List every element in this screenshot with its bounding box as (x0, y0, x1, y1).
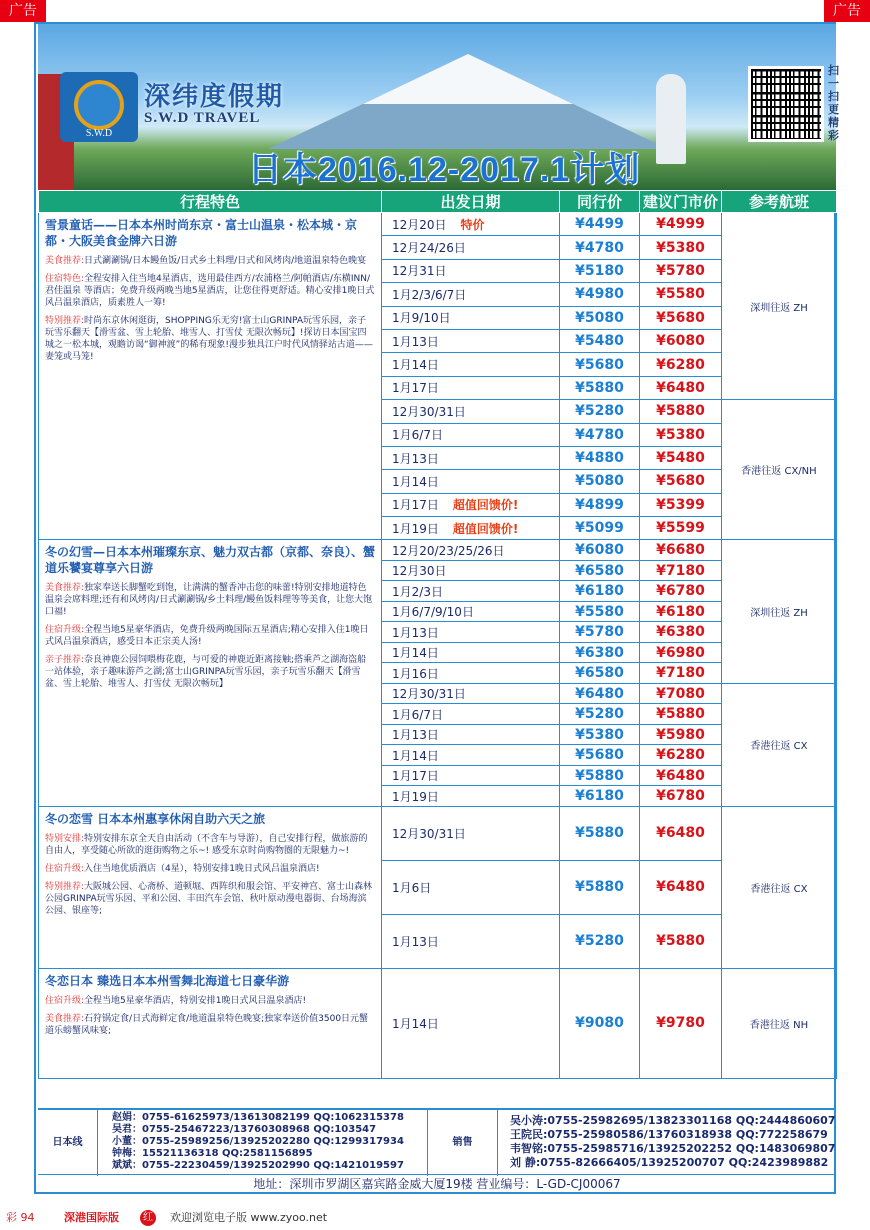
tour-description (39, 968, 382, 1078)
date-text: 1月9/10日 (392, 311, 451, 326)
retail-price: ¥5880 (640, 704, 722, 725)
retail-price: ¥6980 (640, 642, 722, 663)
contact-entry: 吴君：0755-25467223/13760308968 QQ:103547 (112, 1124, 377, 1135)
site-link[interactable]: 欢迎浏览电子版 www.zyoo.net (170, 1211, 328, 1224)
tour-note-text: 独家奉送长脚蟹吃到饱，让满满的蟹香冲击您的味蕾!特别安排地道特色温泉会席料理;还有和风烤肉/日式涮涮锅/乡土料理/鳗鱼饭料理等等美食，让您大饱口福! (45, 583, 373, 618)
globe-icon (74, 80, 124, 130)
qr-code-icon[interactable] (748, 66, 824, 142)
column-header: 参考航班 (722, 191, 837, 213)
departure-date (382, 968, 560, 1078)
date-text: 1月6/7日 (392, 428, 443, 443)
date-text: 1月13日 (392, 625, 439, 640)
peer-price: ¥5880 (560, 860, 640, 914)
table-row (39, 213, 837, 236)
sales-entry: 韦智铭:0755-25985716/13925202252 QQ:1483069807 (510, 1142, 836, 1155)
peer-price: ¥5680 (560, 745, 640, 766)
table-row (39, 540, 837, 561)
peer-price: ¥5880 (560, 806, 640, 860)
peer-price: ¥5680 (560, 353, 640, 376)
qr-caption: 扫一扫更精彩 (828, 64, 839, 142)
date-text: 1月13日 (392, 934, 439, 949)
tour-note-text: 日式涮涮锅/日本鳗鱼饭/日式乡土料理/日式和风烤肉/地道温泉特色晚宴 (84, 256, 367, 266)
edition-mark-icon: 红 (140, 1210, 156, 1226)
column-header: 出发日期 (382, 191, 560, 213)
tour-note (45, 881, 375, 917)
departure-date (382, 540, 560, 561)
tour-note-text: 大阪城公园、心斋桥、道顿堀、西阵织和服会馆、平安神宫、富士山森林公园GRINPA玩雪乐园、平和公园、丰田汽车会馆、秋叶原动漫电器街、台场海滨公园、银座等; (45, 881, 373, 916)
logo-abbr: S.W.D (85, 128, 113, 139)
tour-note-label: 特别安排: (45, 833, 85, 844)
column-header: 行程特色 (39, 191, 382, 213)
tour-note-label: 美食推荐: (45, 256, 85, 266)
tour-note-text: 时尚东京休闲逛街，SHOPPING乐无穷!富士山GRINPA玩雪乐园，亲子玩雪乐翻天【滑雪盆、雪上轮胎、堆雪人、打雪仗 无限次畅玩】!探访日本国宝四城之一松本城，观瞻访谒“御神渡”的稀有现象!漫步独具江户时代风情驿站古道——妻笼或马笼! (45, 316, 373, 362)
departure-date (382, 306, 560, 329)
departure-date (382, 914, 560, 968)
table-row (39, 806, 837, 860)
retail-price: ¥7180 (640, 663, 722, 684)
departure-date (382, 376, 560, 399)
tour-description (39, 540, 382, 807)
retail-price: ¥5880 (640, 914, 722, 968)
tower-image (656, 74, 686, 164)
tour-note-label: 住宿升级: (45, 863, 85, 874)
departure-date (382, 423, 560, 446)
peer-price: ¥5880 (560, 376, 640, 399)
flight-info: 香港往返 CX/NH (722, 400, 837, 540)
date-text: 1月14日 (392, 1016, 439, 1031)
peer-price: ¥5080 (560, 306, 640, 329)
peer-price: ¥6480 (560, 683, 640, 704)
peer-price: ¥4880 (560, 446, 640, 469)
date-text: 1月14日 (392, 748, 439, 763)
peer-price: ¥5580 (560, 601, 640, 622)
page-number: 彩 94 (6, 1211, 35, 1224)
departure-date (382, 213, 560, 236)
page-title: 日本2016.12-2017.1计划 (248, 151, 641, 189)
retail-price: ¥7180 (640, 560, 722, 581)
date-text: 1月2/3日 (392, 584, 443, 599)
tour-note-label: 美食推荐: (45, 583, 85, 594)
tour-note (45, 654, 375, 690)
flight-info: 香港往返 NH (722, 968, 837, 1078)
tour-note (45, 582, 375, 618)
departure-date (382, 622, 560, 643)
tour-note-text: 入住当地优质酒店（4星），特别安排1晚日式风吕温泉酒店! (84, 863, 320, 874)
retail-price: ¥6480 (640, 860, 722, 914)
date-text: 1月19日 (392, 521, 439, 536)
peer-price: ¥5099 (560, 517, 640, 540)
date-text: 1月13日 (392, 728, 439, 743)
retail-price: ¥5880 (640, 400, 722, 423)
sales-label: 销售 (428, 1110, 498, 1176)
retail-price: ¥5480 (640, 446, 722, 469)
tour-note-text: 全程当地5星豪华酒店，免费升级两晚国际五星酒店;精心安排入住1晚日式风吕温泉酒店，感受日本正宗美人汤! (45, 625, 369, 648)
peer-price: ¥5880 (560, 765, 640, 786)
peer-price: ¥5280 (560, 400, 640, 423)
peer-price: ¥6180 (560, 786, 640, 807)
table-header-row (39, 191, 837, 213)
contact-entry: 斌斌：0755-22230459/13925202990 QQ:1421019597 (112, 1160, 404, 1171)
peer-price: ¥5780 (560, 622, 640, 643)
departure-date (382, 581, 560, 602)
tour-note-text: 全程当地5星豪华酒店，特别安排1晚日式风吕温泉酒店! (84, 995, 307, 1006)
tour-note-label: 住宿升级: (45, 625, 85, 636)
retail-price: ¥5780 (640, 259, 722, 282)
date-text: 12月30/31日 (392, 404, 466, 419)
contact-entry: 小董：0755-25989256/13925202280 QQ:1299317934 (112, 1136, 404, 1147)
tour-note-text: 石狩锅定食/日式海鲜定食/地道温泉特色晚宴;独家奉送价值3500日元蟹道乐螃蟹风味宴; (45, 1013, 369, 1036)
peer-price: ¥4780 (560, 236, 640, 259)
page-footer (0, 1206, 870, 1230)
date-text: 1月14日 (392, 474, 439, 489)
peer-price: ¥5280 (560, 704, 640, 725)
tour-description (39, 213, 382, 540)
departure-date (382, 560, 560, 581)
column-header: 同行价 (560, 191, 640, 213)
departure-date (382, 745, 560, 766)
sales-entry: 吴小涛:0755-25982695/13823301168 QQ:2444860607 (510, 1114, 836, 1127)
departure-date (382, 642, 560, 663)
peer-price: ¥6580 (560, 663, 640, 684)
brand-name-cn: 深纬度假期 (144, 82, 285, 112)
retail-price: ¥6480 (640, 806, 722, 860)
peer-price: ¥9080 (560, 968, 640, 1078)
tour-note-label: 特别推荐: (45, 316, 85, 326)
tour-note-text: 特别安排东京全天自由活动（不含车与导游），自己安排行程，做旅游的自由人，享受随心所欲的逛街购物之乐~! 感受东京时尚购物圈的无限魅力~! (45, 833, 368, 856)
date-text: 1月13日 (392, 451, 439, 466)
sales-entry: 刘 静:0755-82666405/13925200707 QQ:2423989882 (510, 1156, 829, 1169)
ad-label-left: 广告 (0, 0, 46, 22)
departure-date (382, 860, 560, 914)
peer-price: ¥5180 (560, 259, 640, 282)
retail-price: ¥6180 (640, 601, 722, 622)
contact-entry: 钟梅：15521136318 QQ:2581156895 (112, 1148, 313, 1159)
contact-panel (38, 1108, 836, 1174)
retail-price: ¥5380 (640, 423, 722, 446)
date-text: 12月30/31日 (392, 687, 466, 702)
date-text: 1月17日 (392, 381, 439, 396)
promo-note: 超值回馈价! (452, 498, 519, 513)
retail-price: ¥5680 (640, 470, 722, 493)
tour-note (45, 1013, 375, 1037)
departure-date (382, 724, 560, 745)
tour-note (45, 273, 375, 309)
retail-price: ¥5399 (640, 493, 722, 516)
date-text: 12月31日 (392, 264, 447, 279)
hero-banner (38, 24, 839, 190)
peer-price: ¥4780 (560, 423, 640, 446)
sales-entry: 王院民:0755-25980586/13760318938 QQ:772258679 (510, 1128, 828, 1141)
tour-title: 冬の恋雪 日本本州惠享休闲自助六天之旅 (45, 811, 266, 826)
date-text: 1月14日 (392, 358, 439, 373)
tour-note-label: 住宿升级: (45, 995, 85, 1006)
tour-note (45, 833, 375, 857)
peer-price: ¥6180 (560, 581, 640, 602)
departure-date (382, 704, 560, 725)
retail-price: ¥4999 (640, 213, 722, 236)
brand-logo (60, 72, 138, 142)
date-text: 1月6/7/9/10日 (392, 605, 474, 620)
retail-price: ¥6380 (640, 622, 722, 643)
tour-note (45, 624, 375, 648)
departure-date (382, 601, 560, 622)
retail-price: ¥9780 (640, 968, 722, 1078)
tour-note (45, 255, 375, 267)
departure-date (382, 283, 560, 306)
peer-price: ¥6580 (560, 560, 640, 581)
departure-date (382, 765, 560, 786)
retail-price: ¥5599 (640, 517, 722, 540)
date-text: 12月20日 (392, 217, 447, 232)
promo-note: 特价 (460, 217, 485, 232)
tour-title: 冬の幻雪—日本本州璀璨东京、魅力双古都（京都、奈良）、蟹道乐饕宴尊享六日游 (45, 545, 376, 576)
date-text: 12月30日 (392, 564, 447, 579)
peer-price: ¥6080 (560, 540, 640, 561)
tour-note-label: 住宿特色: (45, 274, 85, 284)
flight-info: 深圳往返 ZH (722, 213, 837, 400)
departure-date (382, 353, 560, 376)
retail-price: ¥6280 (640, 745, 722, 766)
tour-title: 雪景童话——日本本州时尚东京・富士山温泉・松本城・京都・大阪美食金牌六日游 (45, 218, 358, 248)
tour-note-label: 亲子推荐: (45, 655, 85, 666)
tour-note-text: 奈良神鹿公园饲喂梅花鹿，与可爱的神鹿近距离接触;搭乘芦之湖海盗船一站体验，亲子趣味游芦之湖;富士山GRINPA玩雪乐园，亲子玩雪乐翻天【滑雪盆、雪上轮胎、堆雪人、打雪仗 无限次畅玩】 (45, 655, 367, 690)
retail-price: ¥6480 (640, 376, 722, 399)
flight-info: 香港往返 CX (722, 683, 837, 806)
departure-date (382, 683, 560, 704)
peer-price: ¥5380 (560, 724, 640, 745)
date-text: 1月2/3/6/7日 (392, 287, 467, 302)
peer-price: ¥4980 (560, 283, 640, 306)
flight-info: 香港往返 CX (722, 806, 837, 968)
date-text: 1月19日 (392, 789, 439, 804)
sales-contacts (498, 1110, 836, 1176)
date-text: 1月14日 (392, 646, 439, 661)
date-text: 1月17日 (392, 769, 439, 784)
date-text: 1月16日 (392, 666, 439, 681)
tour-note-label: 特别推荐: (45, 881, 85, 892)
date-text: 1月13日 (392, 334, 439, 349)
retail-price: ¥6680 (640, 540, 722, 561)
column-header: 建议门市价 (640, 191, 722, 213)
departure-date (382, 446, 560, 469)
departure-date (382, 236, 560, 259)
date-text: 1月6/7日 (392, 707, 443, 722)
retail-price: ¥6480 (640, 765, 722, 786)
departure-date (382, 259, 560, 282)
departure-date (382, 329, 560, 352)
tour-note-label: 美食推荐: (45, 1013, 85, 1024)
peer-price: ¥5280 (560, 914, 640, 968)
retail-price: ¥7080 (640, 683, 722, 704)
retail-price: ¥5980 (640, 724, 722, 745)
retail-price: ¥6280 (640, 353, 722, 376)
departure-date (382, 493, 560, 516)
peer-price: ¥5080 (560, 470, 640, 493)
departure-date (382, 786, 560, 807)
line-label: 日本线 (38, 1110, 98, 1176)
departure-date (382, 663, 560, 684)
tour-note (45, 863, 375, 875)
tour-title: 冬恋日本 臻选日本本州雪舞北海道七日豪华游 (45, 973, 290, 988)
tour-note-text: 全程安排入住当地4星酒店，选用最佳西方/农浦格兰/阿帕酒店/东横INN/君佳温泉 等酒店；免费升级两晚当地5星酒店，让您住得更舒适。精心安排1晚日式风吕温泉酒店，质素胜人一筹! (45, 274, 375, 308)
flyer-frame (34, 22, 839, 1194)
edition-label: 深港国际版 (64, 1211, 119, 1224)
retail-price: ¥6080 (640, 329, 722, 352)
contact-entry: 赵娟：0755-61625973/13613082199 QQ:1062315378 (112, 1112, 404, 1123)
tour-description (39, 806, 382, 968)
date-text: 1月6日 (392, 880, 432, 895)
date-text: 12月30/31日 (392, 826, 466, 841)
date-text: 12月20/23/25/26日 (392, 543, 505, 558)
promo-note: 超值回馈价! (452, 521, 519, 536)
departure-date (382, 806, 560, 860)
snow-cap-image (363, 54, 573, 104)
date-text: 12月24/26日 (392, 241, 466, 256)
date-text: 1月17日 (392, 498, 439, 513)
tour-price-table (38, 190, 837, 1079)
ad-label-right: 广告 (824, 0, 870, 22)
retail-price: ¥5380 (640, 236, 722, 259)
peer-price: ¥6380 (560, 642, 640, 663)
address-line: 地址：深圳市罗湖区嘉宾路金威大厦19楼 营业编号：L-GD-CJ00067 (38, 1174, 836, 1192)
retail-price: ¥5580 (640, 283, 722, 306)
tour-note (45, 995, 375, 1007)
peer-price: ¥5480 (560, 329, 640, 352)
departure-date (382, 517, 560, 540)
brand-name-en: S.W.D TRAVEL (144, 110, 261, 126)
retail-price: ¥6780 (640, 786, 722, 807)
table-row (39, 968, 837, 1078)
departure-date (382, 470, 560, 493)
retail-price: ¥5680 (640, 306, 722, 329)
retail-price: ¥6780 (640, 581, 722, 602)
line-contacts (98, 1110, 428, 1176)
departure-date (382, 400, 560, 423)
flight-info: 深圳往返 ZH (722, 540, 837, 684)
peer-price: ¥4899 (560, 493, 640, 516)
peer-price: ¥4499 (560, 213, 640, 236)
tour-note (45, 315, 375, 363)
